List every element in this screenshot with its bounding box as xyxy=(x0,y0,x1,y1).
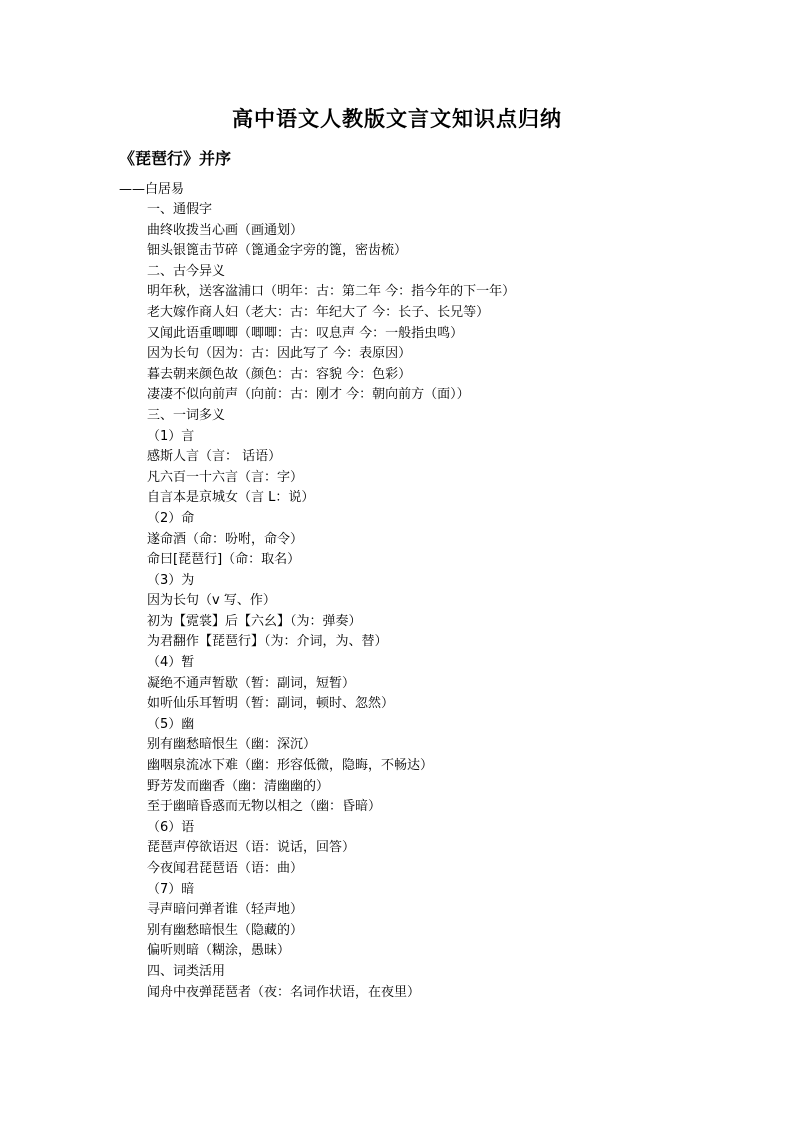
text-line: 偏听则暗（糊涂，愚昧） xyxy=(147,943,291,959)
document-title: 高中语文人教版文言文知识点归纳 xyxy=(232,106,562,131)
text-line: 别有幽愁暗恨生（幽：深沉） xyxy=(147,737,317,753)
text-line: 遂命酒（命：吩咐，命令） xyxy=(147,531,304,547)
text-line: 寻声暗问弹者谁（轻声地） xyxy=(147,902,304,918)
text-line: 凝绝不通声暂歇（暂：副词，短暂） xyxy=(147,675,356,691)
text-line: 因为长句（v 写、作） xyxy=(147,593,276,609)
text-line: （3）为 xyxy=(147,572,195,588)
text-line: 明年秋，送客湓浦口（明年：古：第二年 今：指今年的下一年） xyxy=(147,284,516,300)
text-line: 一、通假字 xyxy=(147,202,213,217)
section-title: 《琵琶行》并序 xyxy=(119,149,232,168)
text-line: （4）暂 xyxy=(147,655,195,671)
text-line: 初为【霓裳】后【六幺】（为：弹奏） xyxy=(147,613,362,629)
text-line: 钿头银篦击节碎（篦通金字旁的篦，密齿梳） xyxy=(147,243,408,259)
text-line: 曲终收拨当心画（画通划） xyxy=(147,222,304,238)
text-line: 今夜闻君琵琶语（语：曲） xyxy=(147,861,304,876)
text-line: （6）语 xyxy=(147,819,195,835)
text-line: 命曰[琵琶行]（命：取名） xyxy=(147,552,301,568)
text-line: 二、古今异义 xyxy=(147,263,226,279)
text-line: 暮去朝来颜色故（颜色：古：容貌 今：色彩） xyxy=(147,366,412,382)
text-line: 凡六百一十六言（言：字） xyxy=(147,469,304,485)
text-line: 感斯人言（言： 话语） xyxy=(147,449,282,465)
text-line: 别有幽愁暗恨生（隐藏的） xyxy=(147,922,304,938)
text-line: 至于幽暗昏惑而无物以相之（幽：昏暗） xyxy=(147,799,382,815)
text-line: 野芳发而幽香（幽：清幽幽的） xyxy=(147,778,330,794)
text-line: 老大嫁作商人妇（老大：古：年纪大了 今：长子、长兄等） xyxy=(147,304,490,320)
text-line: 为君翻作【琵琶行】（为：介词，为、替） xyxy=(147,634,388,650)
text-line: 凄凄不似向前声（向前：古：刚才 今：朝向前方（面）） xyxy=(147,387,470,403)
text-line: 闻舟中夜弹琵琶者（夜：名词作状语，在夜里） xyxy=(147,984,421,1000)
text-line: （2）命 xyxy=(147,510,195,526)
text-line: （5）幽 xyxy=(147,716,195,732)
text-line: （7）暗 xyxy=(147,881,195,897)
text-line: 自言本是京城女（言 L：说） xyxy=(147,490,315,506)
author-line: ——白居易 xyxy=(119,182,185,197)
text-line: 四、词类活用 xyxy=(147,963,226,979)
text-line: （1）言 xyxy=(147,428,195,444)
text-line: 幽咽泉流冰下难（幽：形容低微，隐晦，不畅达） xyxy=(147,758,434,774)
text-line: 因为长句（因为：古：因此写了 今：表原因） xyxy=(147,346,412,362)
content-lines xyxy=(147,200,515,1003)
text-line: 三、一词多义 xyxy=(147,407,226,423)
text-line: 如听仙乐耳暂明（暂：副词，顿时、忽然） xyxy=(147,696,395,712)
text-line: 琵琶声停欲语迟（语：说话，回答） xyxy=(147,840,356,856)
text-line: 又闻此语重唧唧（唧唧：古：叹息声 今：一般指虫鸣） xyxy=(147,325,464,341)
